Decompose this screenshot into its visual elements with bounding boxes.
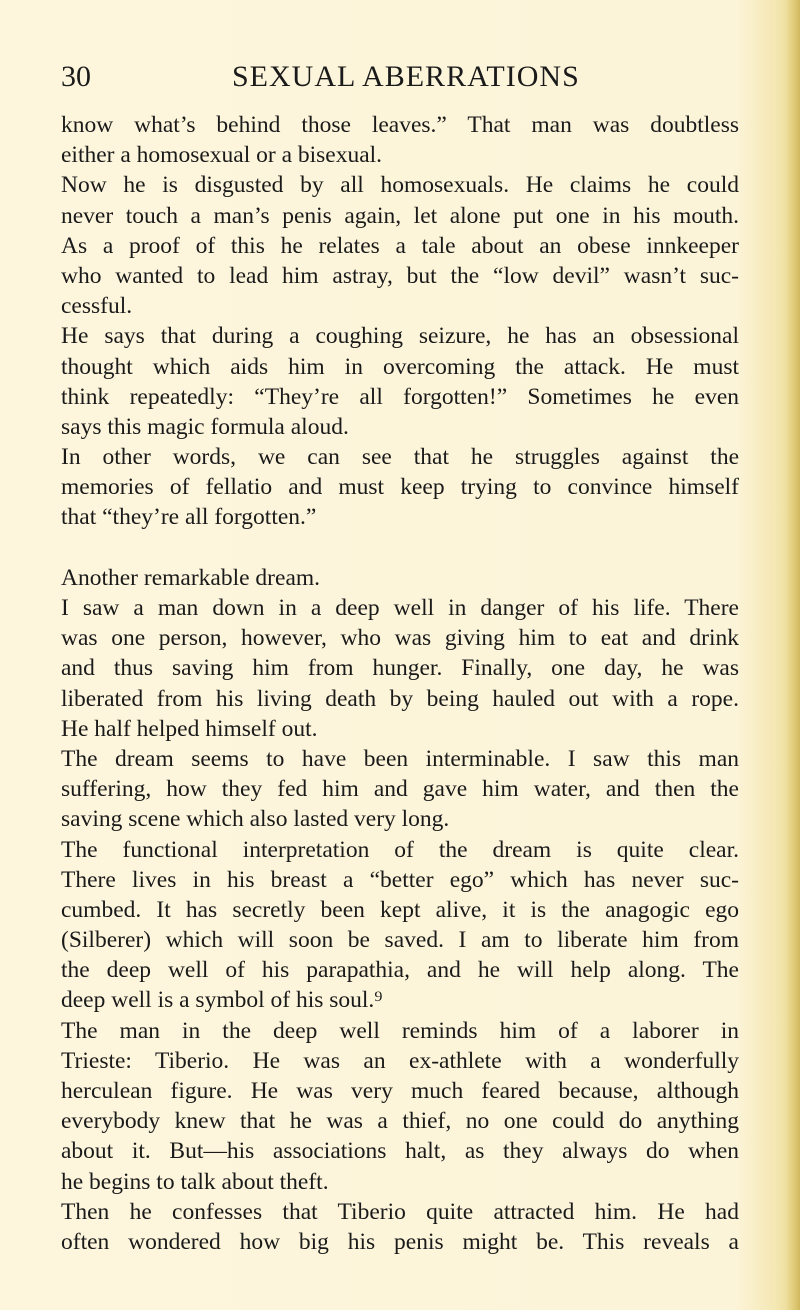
text-line: saving scene which also lasted very long. (61, 806, 450, 833)
text-line: He says that during a coughing seizure, he has an obsessional (61, 323, 739, 350)
text-line: never touch a man’s penis again, let alone put one in his mouth. (61, 202, 739, 229)
text-line: Now he is disgusted by all homosexuals. He claims he could (61, 172, 739, 199)
text-line: about it. But—his associations halt, as they always do when (61, 1138, 739, 1165)
text-line: who wanted to lead him astray, but the “low devil” wasn’t suc- (61, 262, 739, 289)
text-line: thought which aids him in overcoming the attack. He must (61, 353, 739, 380)
text-line: He half helped himself out. (61, 715, 318, 742)
text-line: suffering, how they fed him and gave him water, and then the (61, 776, 739, 803)
text-line: the deep well of his parapathia, and he will help along. The (61, 957, 739, 984)
text-line: either a homosexual or a bisexual. (61, 142, 383, 169)
text-line: often wondered how big his penis might be. This reveals a (61, 1228, 739, 1255)
paragraph-gap (61, 533, 739, 563)
text-line: memories of fellatio and must keep trying to convince himself (61, 474, 739, 501)
text-line: herculean figure. He was very much feared because, although (61, 1078, 739, 1104)
text-line: that “they’re all forgotten.” (61, 504, 317, 531)
text-line: The dream seems to have been interminable. I saw this man (61, 745, 739, 772)
text-line: Trieste: Tiberio. He was an ex-athlete with a wonderfully (61, 1047, 739, 1074)
text-line: There lives in his breast a “better ego” which has never suc- (61, 866, 739, 893)
text-line: think repeatedly: “They’re all forgotten!” Sometimes he even (61, 383, 739, 410)
text-line: cumbed. It has secretly been kept alive, it is the anagogic ego (61, 896, 739, 923)
text-line: deep well is a symbol of his soul.⁹ (61, 987, 383, 1014)
text-line: I saw a man down in a deep well in danger of his life. There (61, 595, 739, 621)
text-line: Then he confesses that Tiberio quite attracted him. He had (61, 1198, 739, 1225)
page-header (0, 60, 800, 104)
text-line: says this magic formula aloud. (61, 413, 349, 440)
text-line: was one person, however, who was giving him to eat and drink (61, 625, 739, 652)
text-line: The functional interpretation of the dream is quite clear. (61, 836, 739, 863)
page-edge-shadow (786, 0, 800, 1310)
page-number: 30 (61, 60, 91, 93)
running-title: SEXUAL ABERRATIONS (232, 60, 580, 93)
text-line: everybody knew that he was a thief, no one could do anything (61, 1108, 739, 1135)
text-line: know what’s behind those leaves.” That man was doubtless (61, 112, 739, 138)
text-line: cessful. (61, 293, 133, 320)
body-text (61, 110, 739, 1257)
text-line: and thus saving him from hunger. Finally, one day, he was (61, 655, 739, 682)
text-line: he begins to talk about theft. (61, 1168, 329, 1195)
text-line: (Silberer) which will soon be saved. I am to liberate him from (61, 927, 739, 954)
text-line: In other words, we can see that he struggles against the (61, 444, 739, 471)
text-line: liberated from his living death by being hauled out with a rope. (61, 685, 739, 712)
text-line: As a proof of this he relates a tale about an obese innkeeper (61, 232, 739, 259)
text-line: The man in the deep well reminds him of a laborer in (61, 1017, 739, 1044)
text-line: Another remarkable dream. (61, 564, 321, 591)
